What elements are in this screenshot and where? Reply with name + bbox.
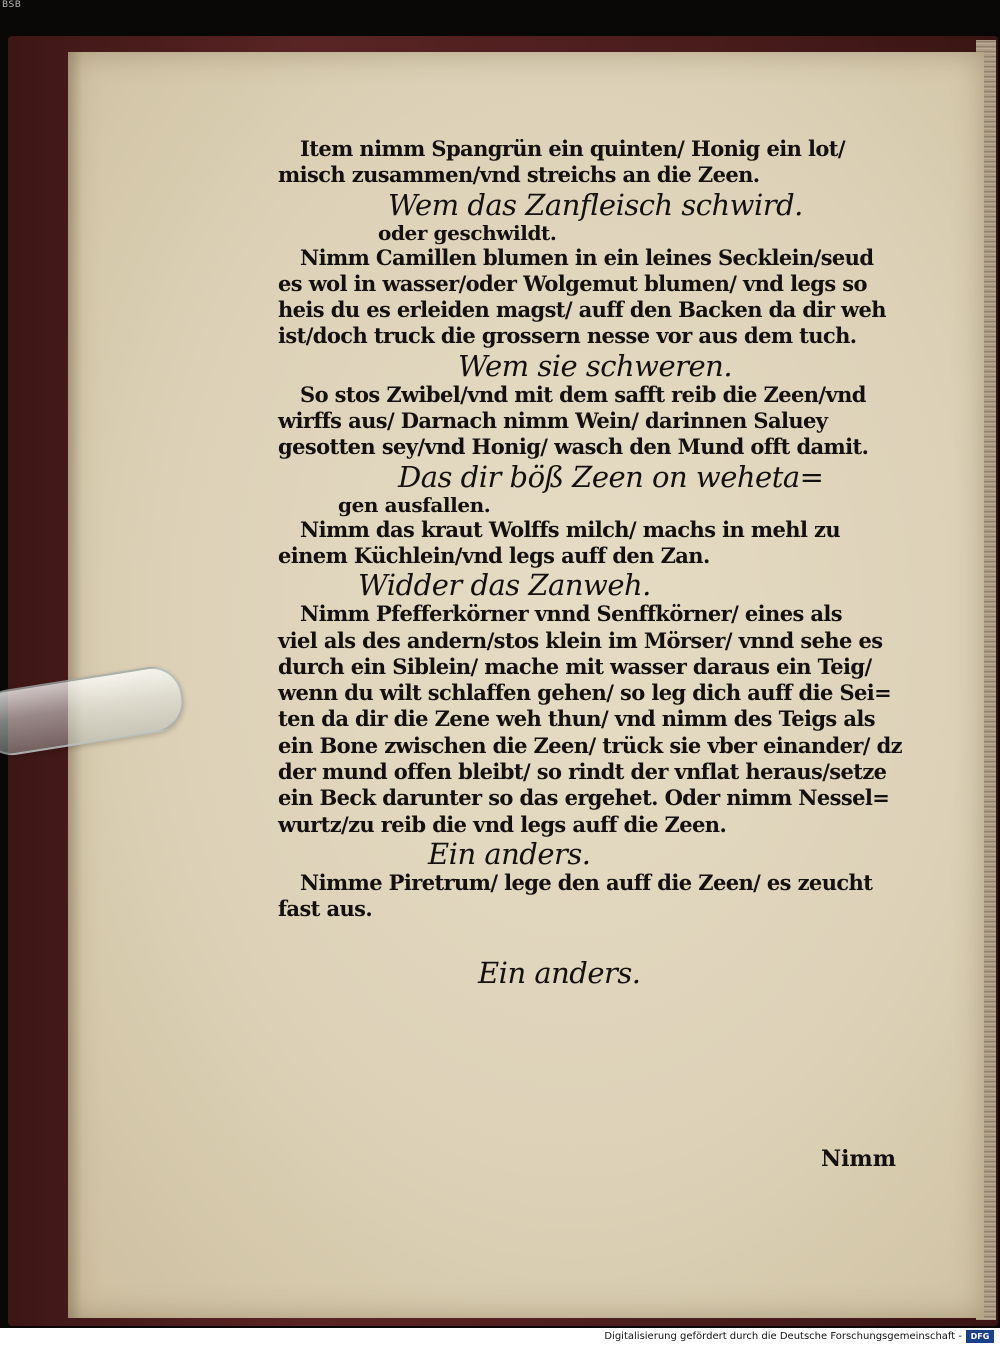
dfg-logo: DFG [966, 1330, 994, 1343]
footer-credit: Digitalisierung gefördert durch die Deutsche Forschungsgemeinschaft - [604, 1331, 962, 1342]
text-line: viel als des andern/stos klein im Mörser/ vnnd sehe es [278, 627, 883, 653]
text-line: es wol in wasser/oder Wolgemut blumen/ vnd legs so [278, 270, 867, 296]
section-heading: Widder das Zanweh. [358, 568, 651, 603]
text-line: misch zusammen/vnd streichs an die Zeen. [278, 162, 760, 188]
text-line: ein Beck darunter so das ergehet. Oder nimm Nessel= [278, 785, 890, 811]
catchword: Nimm [820, 1146, 896, 1172]
library-label: BSB [2, 0, 22, 10]
section-subheading: oder geschwildt. [378, 220, 557, 245]
section-heading: Wem das Zanfleisch schwird. [388, 187, 803, 222]
text-line: fast aus. [278, 896, 373, 922]
book-page [68, 52, 984, 1318]
text-line: Nimm Pfefferkörner vnnd Senffkörner/ eines als [300, 601, 843, 627]
text-line: gesotten sey/vnd Honig/ wasch den Mund offt damit. [278, 434, 869, 460]
blank-line [278, 923, 918, 957]
text-line: einem Küchlein/vnd legs auff den Zan. [278, 542, 710, 568]
text-line: ten da dir die Zene weh thun/ vnd nimm des Teigs als [278, 706, 875, 732]
text-line: Item nimm Spangrün ein quinten/ Honig ein lot/ [300, 136, 845, 161]
text-line: Nimm Camillen blumen in ein leines Secklein/seud [300, 244, 874, 270]
section-heading: Ein anders. [428, 836, 591, 871]
text-line: So stos Zwibel/vnd mit dem safft reib die Zeen/vnd [300, 381, 866, 407]
text-line: wurtz/zu reib die vnd legs auff die Zeen. [278, 811, 727, 837]
section-heading: Ein anders. [478, 955, 641, 990]
text-line: Nimm das kraut Wolffs milch/ machs in mehl zu [300, 516, 841, 542]
text-line: Nimme Piretrum/ lege den auff die Zeen/ es zeucht [300, 869, 873, 895]
text-line: ein Bone zwischen die Zeen/ trück sie vber einander/ dz [278, 732, 902, 758]
text-line: der mund offen bleibt/ so rindt der vnflat heraus/setze [278, 759, 887, 785]
section-heading: Wem sie schweren. [458, 348, 733, 383]
text-line: ist/doch truck die grossern nesse vor aus dem tuch. [278, 323, 857, 349]
text-line: wenn du wilt schlaffen gehen/ so leg dich auff die Sei= [278, 680, 892, 706]
main-text-block [278, 136, 918, 989]
text-line: wirffs aus/ Darnach nimm Wein/ darinnen Saluey [278, 408, 828, 434]
text-line: durch ein Siblein/ mache mit wasser daraus ein Teig/ [278, 653, 872, 679]
section-subheading: gen ausfallen. [338, 492, 491, 517]
section-heading: Das dir böß Zeen on weheta= [398, 459, 824, 494]
text-line: heis du es erleiden magst/ auff den Backen da dir weh [278, 297, 886, 323]
